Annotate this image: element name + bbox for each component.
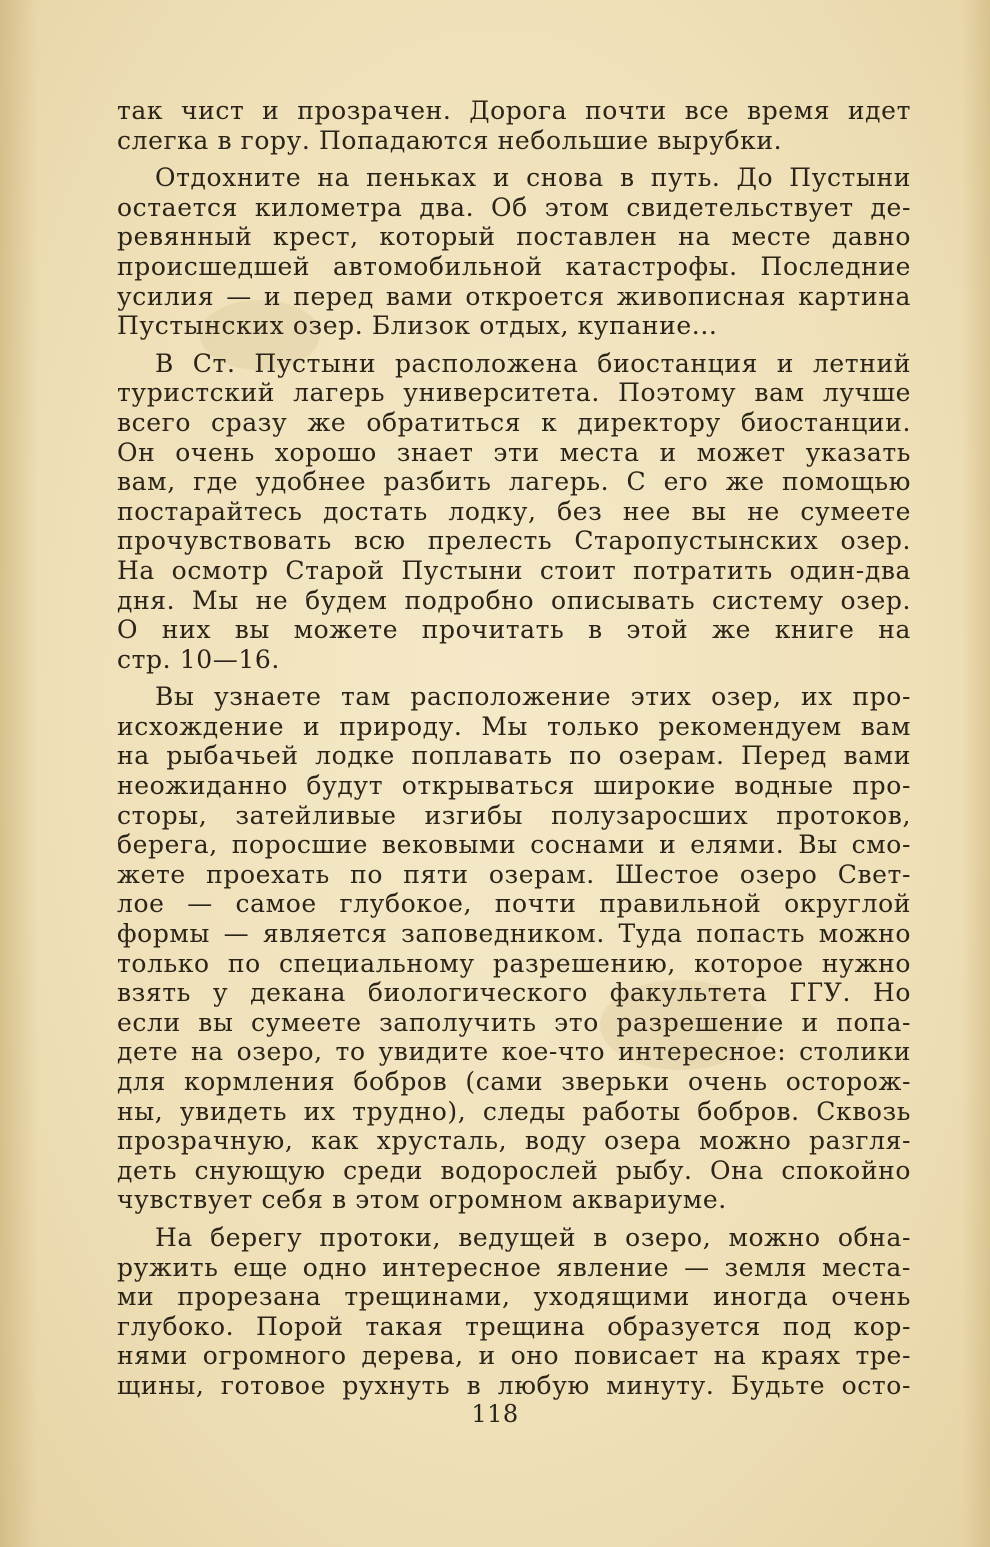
text-line: вам, где удобнее разбить лагерь. С его же помощью — [117, 467, 911, 497]
text-line: лое — самое глубокое, почти правильной округлой — [117, 889, 911, 919]
text-line: только по специальному разрешению, которое нужно — [117, 948, 911, 978]
text-line: остается километра два. Об этом свидетельствует де- — [117, 192, 911, 222]
page-edge-shadow-right — [962, 0, 990, 1547]
text-line: на рыбачьей лодке поплавать по озерам. Перед вами — [117, 741, 911, 771]
text-line: стр. 10—16. — [117, 644, 280, 674]
text-line: усилия — и перед вами откроется живописная картина — [117, 281, 911, 311]
paragraph — [117, 163, 911, 341]
text-line: На берегу протоки, ведущей в озеро, можно обна- — [155, 1222, 911, 1252]
text-line: ружить еще одно интересное явление — земля места- — [117, 1252, 911, 1282]
text-line: На осмотр Старой Пустыни стоит потратить один-два — [117, 555, 911, 585]
text-line: туристский лагерь университета. Поэтому вам лучше — [117, 378, 911, 408]
text-line: прочувствовать всю прелесть Старопустынских озер. — [117, 526, 911, 556]
text-line: взять у декана биологического факультета ГГУ. Но — [117, 978, 911, 1008]
text-line: так чист и прозрачен. Дорога почти все время идет — [117, 96, 911, 125]
text-line: постарайтесь достать лодку, без нее вы не сумеете — [117, 496, 911, 526]
body-text — [117, 96, 911, 1401]
text-line: исхождение и природу. Мы только рекомендуем вам — [117, 711, 911, 741]
text-line: Он очень хорошо знает эти места и может указать — [117, 437, 911, 467]
text-line: прозрачную, как хрусталь, воду озера можно разгля- — [117, 1126, 911, 1156]
text-line: дете на озеро, то увидите кое-что интересное: столики — [117, 1037, 911, 1067]
text-line: происшедшей автомобильной катастрофы. Последние — [117, 251, 911, 281]
paragraph — [117, 96, 911, 155]
text-line: В Ст. Пустыни расположена биостанция и летний — [155, 348, 911, 378]
text-line: О них вы можете прочитать в этой же книге на — [117, 615, 911, 645]
paragraph — [117, 1223, 911, 1401]
text-line: берега, поросшие вековыми соснами и елями. Вы смо- — [117, 830, 911, 860]
text-line: Отдохните на пеньках и снова в путь. До Пустыни — [155, 163, 911, 193]
text-line: глубоко. Порой такая трещина образуется под кор- — [117, 1311, 911, 1341]
text-line: деть снующую среди водорослей рыбу. Она спокойно — [117, 1155, 911, 1185]
text-line: неожиданно будут открываться широкие водные про- — [117, 771, 911, 801]
text-line: жете проехать по пяти озерам. Шестое озеро Свет- — [117, 859, 911, 889]
text-line: щины, готовое рухнуть в любую минуту. Будьте осто- — [117, 1370, 911, 1400]
text-line: если вы сумеете заполучить это разрешение и попа- — [117, 1007, 911, 1037]
text-line: ми прорезана трещинами, уходящими иногда очень — [117, 1282, 911, 1312]
text-line: Вы узнаете там расположение этих озер, их про- — [155, 682, 911, 712]
text-line: дня. Мы не будем подробно описывать систему озер. — [117, 585, 911, 615]
text-line: чувствует себя в этом огромном аквариуме. — [117, 1185, 727, 1215]
page-number: 118 — [471, 1400, 519, 1428]
text-line: всего сразу же обратиться к директору биостанции. — [117, 407, 911, 437]
text-line: формы — является заповедником. Туда попасть можно — [117, 919, 911, 949]
text-line: нями огромного дерева, и оно повисает на краях тре- — [117, 1341, 911, 1371]
text-line: Пустынских озер. Близок отдых, купание... — [117, 311, 718, 341]
text-line: сторы, затейливые изгибы полузаросших протоков, — [117, 800, 911, 830]
page-edge-shadow-left — [0, 0, 38, 1547]
text-line: слегка в гору. Попадаются небольшие вырубки. — [117, 125, 783, 155]
paragraph — [117, 349, 911, 675]
text-line: ревянный крест, который поставлен на месте давно — [117, 222, 911, 252]
paragraph — [117, 682, 911, 1215]
text-line: для кормления бобров (сами зверьки очень осторож- — [117, 1067, 911, 1096]
text-line: ны, увидеть их трудно), следы работы бобров. Сквозь — [117, 1096, 911, 1126]
